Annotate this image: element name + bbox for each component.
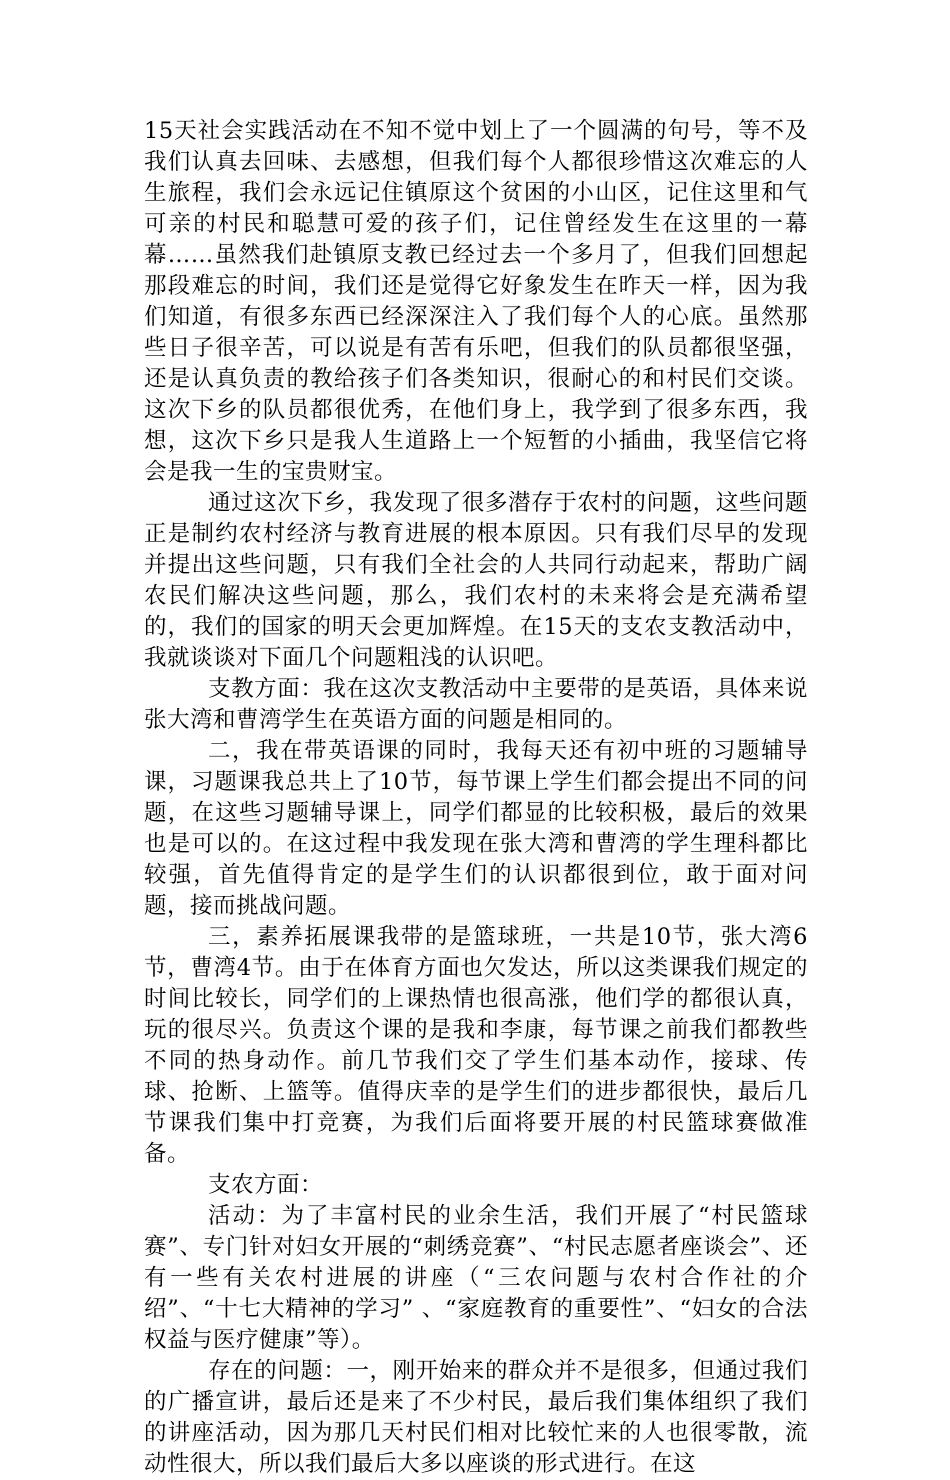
paragraph-existing-problems: 存在的问题：一，刚开始来的群众并不是很多，但通过我们的广播宣讲，最后还是来了不少村民，最后我们集体组织了我们的讲座活动，因为那几天村民们相对比较忙来的人也很零散，流动性很大，所以我们最后大多以座谈的形式进行。在这: [144, 1358, 808, 1477]
paragraph-basketball-class: 三，素养拓展课我带的是篮球班，一共是10节，张大湾6节，曹湾4节。由于在体育方面也欠发达，所以这类课我们规定的时间比较长，同学们的上课热情也很高涨，他们学的都很认真，玩的很尽兴。负责这个课的是我和李康，每节课之前我们都教些不同的热身动作。前几节我们交了学生们基本动作，接球、传球、抢断、上篮等。值得庆幸的是学生们的进步都很快，最后几节课我们集中打竞赛，为我们后面将要开展的村民篮球赛做准备。: [144, 924, 808, 1167]
paragraph-agriculture-heading: 支农方面：: [208, 1172, 324, 1198]
paragraph-exercise-class: 二，我在带英语课的同时，我每天还有初中班的习题辅导课，习题课我总共上了10节，每节课上学生们都会提出不同的问题，在这些习题辅导课上，同学们都显的比较积极，最后的效果也是可以的。在这过程中我发现在张大湾和曹湾的学生理科都比较强，首先值得肯定的是学生们的认识都很到位，敢于面对问题，接而挑战问题。: [144, 738, 808, 919]
document-body: [144, 116, 808, 1480]
paragraph-problems-overview: 通过这次下乡，我发现了很多潜存于农村的问题，这些问题正是制约农村经济与教育进展的根本原因。只有我们尽早的发现并提出这些问题，只有我们全社会的人共同行动起来，帮助广阔农民们解决这些问题，那么，我们农村的未来将会是充满希望的，我们的国家的明天会更加辉煌。在15天的支农支教活动中，我就谈谈对下面几个问题粗浅的认识吧。: [144, 490, 808, 671]
paragraph-intro: 15天社会实践活动在不知不觉中划上了一个圆满的句号，等不及我们认真去回味、去感想，但我们每个人都很珍惜这次难忘的人生旅程，我们会永远记住镇原这个贫困的小山区，记住这里和气可亲的村民和聪慧可爱的孩子们，记住曾经发生在这里的一幕幕……虽然我们赴镇原支教已经过去一个多月了，但我们回想起那段难忘的时间，我们还是觉得它好象发生在昨天一样，因为我们知道，有很多东西已经深深注入了我们每个人的心底。虽然那些日子很辛苦，可以说是有苦有乐吧，但我们的队员都很坚强，还是认真负责的教给孩子们各类知识，很耐心的和村民们交谈。这次下乡的队员都很优秀，在他们身上，我学到了很多东西，我想，这次下乡只是我人生道路上一个短暂的小插曲，我坚信它将会是我一生的宝贵财宝。: [144, 118, 808, 485]
paragraph-activities: 活动：为了丰富村民的业余生活，我们开展了“村民篮球赛”、专门针对妇女开展的“刺绣竞赛”、“村民志愿者座谈会”、还有一些有关农村进展的讲座（“三农问题与农村合作社的介绍”、“十七大精神的学习” 、“家庭教育的重要性”、“妇女的合法权益与医疗健康”等）。: [144, 1203, 808, 1353]
paragraph-teaching-aspect: 支教方面：我在这次支教活动中主要带的是英语，具体来说张大湾和曹湾学生在英语方面的问题是相同的。: [144, 676, 808, 733]
